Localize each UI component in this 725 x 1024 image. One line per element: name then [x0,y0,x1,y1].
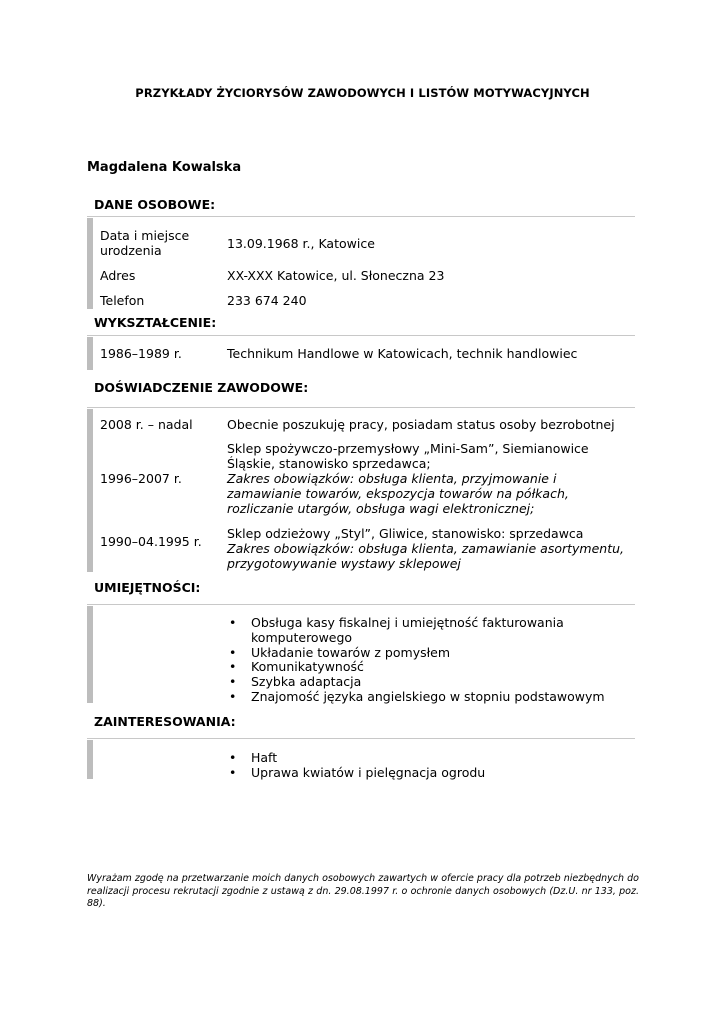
row-label: Telefon [100,293,145,308]
section-divider [87,604,635,605]
bullet-icon: • [229,688,237,704]
personal-row-birth [100,228,635,260]
row-description: Technikum Handlowe w Katowicach, technik handlowiec [227,346,578,361]
section-accent-bar [87,409,93,572]
data-processing-consent: Wyrażam zgodę na przetwarzanie moich danych osobowych zawartych w ofercie pracy dla potrzeb niezbędnych do realizacji procesu rekrutacji zgodnie z ustawą z dn. 29.08.1997 r. o ochronie danych osobowych (Dz.U. nr 133, poz. 88). [87,873,639,909]
section-heading-interests: ZAINTERESOWANIA: [94,714,236,729]
bullet-icon: • [229,615,237,630]
row-period: 1986–1989 r. [100,346,182,361]
bullet-icon: • [229,659,237,675]
section-accent-bar [87,218,93,309]
section-divider [87,335,635,336]
section-heading-education: WYKSZTAŁCENIE: [94,315,217,330]
section-divider [87,738,635,739]
row-label: Data i miejsce urodzenia [100,228,190,258]
list-item: • Szybka adaptacja [229,674,362,690]
section-divider [87,216,635,217]
row-description: Obecnie poszukuję pracy, posiadam status osoby bezrobotnej [227,417,615,432]
row-value: 233 674 240 [227,293,307,308]
bullet-icon: • [229,764,237,780]
experience-row [100,441,635,516]
list-item: • Komunikatywność [229,659,364,675]
job-title: Sklep spożywczo-przemysłowy „Mini-Sam”, Siemianowice Śląskie, stanowisko sprzedawca; [227,441,589,471]
list-item: • Obsługa kasy fiskalnej i umiejętność fakturowania komputerowego [229,615,564,645]
section-accent-bar [87,337,93,370]
section-divider [87,407,635,408]
row-period: 1996–2007 r. [100,471,182,486]
section-heading-skills: UMIEJĘTNOŚCI: [94,580,201,595]
row-value: 13.09.1968 r., Katowice [227,236,375,251]
section-accent-bar [87,606,93,703]
row-value: XX-XXX Katowice, ul. Słoneczna 23 [227,268,445,283]
bullet-icon: • [229,750,237,765]
person-name: Magdalena Kowalska [87,160,242,175]
bullet-icon: • [229,644,237,660]
list-item: • Uprawa kwiatów i pielęgnacja ogrodu [229,764,486,780]
section-accent-bar [87,740,93,779]
job-title: Sklep odzieżowy „Styl”, Gliwice, stanowisko: sprzedawca [227,526,584,541]
list-item: • Haft [229,750,278,765]
interests-list [227,751,627,781]
job-duties: Zakres obowiązków: obsługa klienta, zamawianie asortymentu, przygotowywanie wystawy sklepowej [227,541,625,571]
list-item: • Znajomość języka angielskiego w stopniu podstawowym [229,688,605,704]
section-heading-experience: DOŚWIADCZENIE ZAWODOWE: [94,380,309,395]
row-description [227,526,627,571]
section-heading-personal: DANE OSOBOWE: [94,197,216,212]
job-duties: Zakres obowiązków: obsługa klienta, przyjmowanie i zamawianie towarów, ekspozycja towarów na półkach, rozliczanie utargów, obsługa wagi elektronicznej; [227,471,569,516]
row-description [227,441,622,516]
skills-list [227,616,627,705]
document-title: PRZYKŁADY ŻYCIORYSÓW ZAWODOWYCH I LISTÓW MOTYWACYJNYCH [135,86,590,100]
list-item: • Układanie towarów z pomysłem [229,644,451,660]
bullet-icon: • [229,674,237,690]
row-label: Adres [100,268,136,283]
experience-row [100,526,635,571]
row-period: 1990–04.1995 r. [100,534,202,549]
row-period: 2008 r. – nadal [100,417,193,432]
